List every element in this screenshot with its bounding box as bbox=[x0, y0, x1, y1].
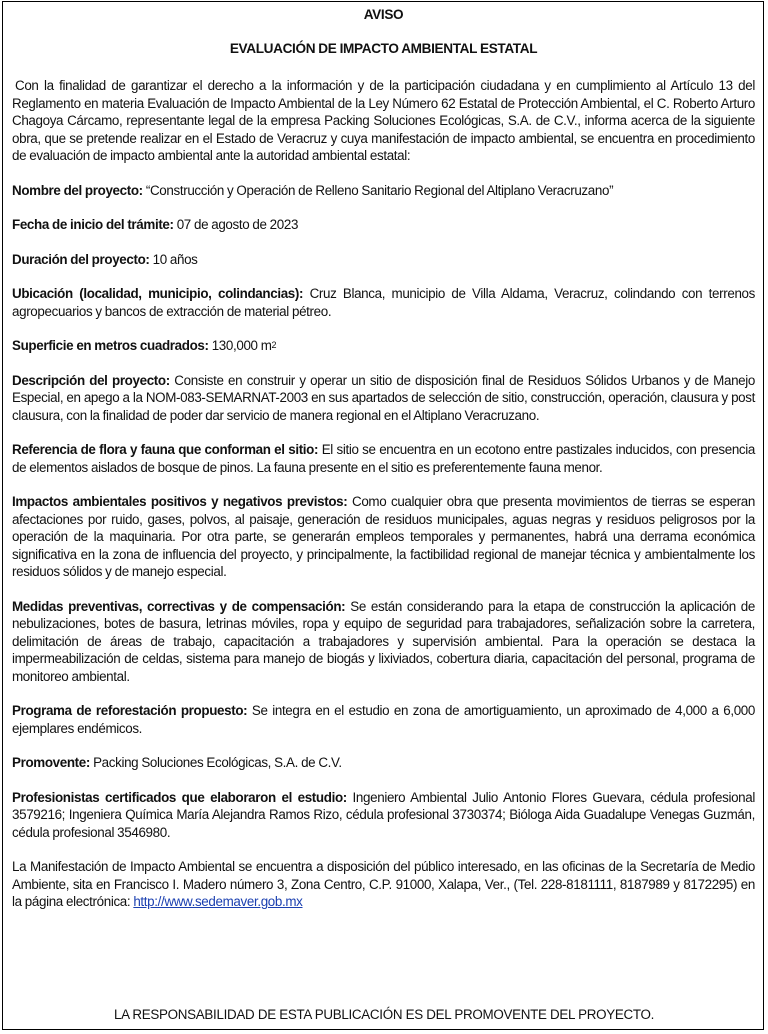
flora-fauna-value: El sitio se encuentra en un ecotono entre pastizales inducidos, con presencia de elementos aislados de bosque de pinos. La fauna presente en el sitio es preferentemente fauna menor. bbox=[12, 442, 755, 475]
reforestation-value: Se integra en el estudio en zona de amortiguamiento, un aproximado de 4,000 a 6,000 ejemplares endémicos. bbox=[12, 703, 755, 736]
section-impacts bbox=[12, 493, 755, 581]
section-start-date bbox=[12, 216, 755, 234]
impacts-label: Impactos ambientales positivos y negativos previstos: bbox=[12, 494, 348, 509]
notice-document bbox=[12, 6, 755, 911]
section-surface bbox=[12, 337, 755, 355]
surface-unit-exponent: 2 bbox=[271, 340, 277, 350]
description-label: Descripción del proyecto: bbox=[12, 372, 170, 388]
section-reforestation bbox=[12, 702, 755, 737]
section-professionals bbox=[12, 789, 755, 842]
closing-text: La Manifestación de Impacto Ambiental se encuentra a disposición del público interesado, en las oficinas de la Secretaría de Medio Ambiente, sita en Francisco I. Madero número 3, Zona Centro, C.P. 91000, Xalapa, Ver., (Tel. 228-8181111, 8187989 y 8172295) en la página electrónica: bbox=[12, 859, 755, 909]
responsibility-footer: LA RESPONSABILIDAD DE ESTA PUBLICACIÓN ES DEL PROMOVENTE DEL PROYECTO. bbox=[113, 1007, 655, 1022]
promoter-value: Packing Soluciones Ecológicas, S.A. de C.V. bbox=[90, 755, 342, 770]
duration-value: 10 años bbox=[149, 251, 198, 267]
section-location bbox=[12, 285, 755, 320]
reforestation-label: Programa de reforestación propuesto: bbox=[12, 703, 248, 718]
section-promoter bbox=[12, 754, 755, 772]
project-name-value: “Construcción y Operación de Relleno Sanitario Regional del Altiplano Veracruzano” bbox=[142, 182, 614, 198]
surface-value: 130,000 m bbox=[208, 338, 272, 353]
description-value: Consiste en construir y operar un sitio de disposición final de Residuos Sólidos Urbanos y de Manejo Especial, en apego a la NOM-083-SEMARNAT-2003 en sus apartados de selección de sitio, construcción, operación, clausura y post clausura, con la finalidad de poder dar servicio de manera regional en el Altiplano Veracruzano. bbox=[12, 372, 755, 423]
promoter-label: Promovente: bbox=[12, 755, 90, 770]
intro-paragraph: Con la finalidad de garantizar el derecho a la información y de la participación ciudadana y en cumplimiento al Artículo 13 del Reglamento en materia Evaluación de Impacto Ambiental de la Ley Número 62 Estatal de Protección Ambiental, el C. Roberto Arturo Chagoya Cárcamo, representante legal de la empresa Packing Soluciones Ecológicas, S.A. de C.V., informa acerca de la siguiente obra, que se pretende realizar en el Estado de Veracruz y cuya manifestación de impacto ambiental, se encuentra en procedimiento de evaluación de impacto ambiental ante la autoridad ambiental estatal: bbox=[12, 78, 755, 163]
section-project-name bbox=[12, 182, 755, 200]
start-date-value: 07 de agosto de 2023 bbox=[173, 217, 299, 232]
measures-value: Se están considerando para la etapa de construcción la aplicación de nebulizaciones, botes de basura, letrinas móviles, ropa y equipo de seguridad para trabajadores, señalización sobre la carretera, delimitación de áreas de trabajo, capacitación a trabajadores y supervisión ambiental. Para la operación se destaca la impermeabilización de celdas, sistema para manejo de biogás y lixiviados, cobertura diaria, capacitación del personal, programa de monitoreo ambiental. bbox=[12, 598, 755, 684]
location-label: Ubicación (localidad, municipio, colindancias): bbox=[12, 286, 304, 301]
professionals-value: Ingeniero Ambiental Julio Antonio Flores Guevara, cédula profesional 3579216; Ingeniera Química María Alejandra Ramos Rizo, cédula profesional 3730374; Bióloga Aida Guadalupe Venegas Guzmán, cédula profesional 3546980. bbox=[12, 789, 755, 840]
section-duration bbox=[12, 251, 755, 269]
section-flora-fauna bbox=[12, 441, 755, 476]
section-measures bbox=[12, 598, 755, 686]
duration-label: Duración del proyecto: bbox=[12, 251, 150, 267]
start-date-label: Fecha de inicio del trámite: bbox=[12, 217, 174, 232]
flora-fauna-label: Referencia de flora y fauna que conforman el sitio: bbox=[12, 442, 319, 457]
notice-heading: AVISO bbox=[363, 7, 404, 22]
measures-label: Medidas preventivas, correctivas y de compensación: bbox=[12, 598, 346, 614]
project-name-label: Nombre del proyecto: bbox=[12, 182, 143, 198]
surface-label: Superficie en metros cuadrados: bbox=[12, 338, 209, 353]
sedema-website-link[interactable]: http://www.sedemaver.gob.mx bbox=[133, 894, 303, 909]
professionals-label: Profesionistas certificados que elaboraron el estudio: bbox=[12, 789, 347, 805]
closing-paragraph bbox=[12, 858, 755, 911]
notice-title: EVALUACIÓN DE IMPACTO AMBIENTAL ESTATAL bbox=[229, 40, 538, 56]
location-value: Cruz Blanca, municipio de Villa Aldama, Veracruz, colindando con terrenos agropecuarios y bancos de extracción de material pétreo. bbox=[12, 286, 755, 319]
section-description bbox=[12, 372, 755, 425]
impacts-value: Como cualquier obra que presenta movimientos de tierras se esperan afectaciones por ruido, gases, polvos, al paisaje, generación de residuos municipales, aguas negras y residuos peligrosos por la operación de la maquinaria. Por otra parte, se generarán empleos temporales y permanentes, habrá una derrama económica significativa en la zona de influencia del proyecto, y principalmente, la factibilidad regional de manejar técnica y ambientalmente los residuos sólidos y de manejo especial. bbox=[12, 494, 755, 579]
